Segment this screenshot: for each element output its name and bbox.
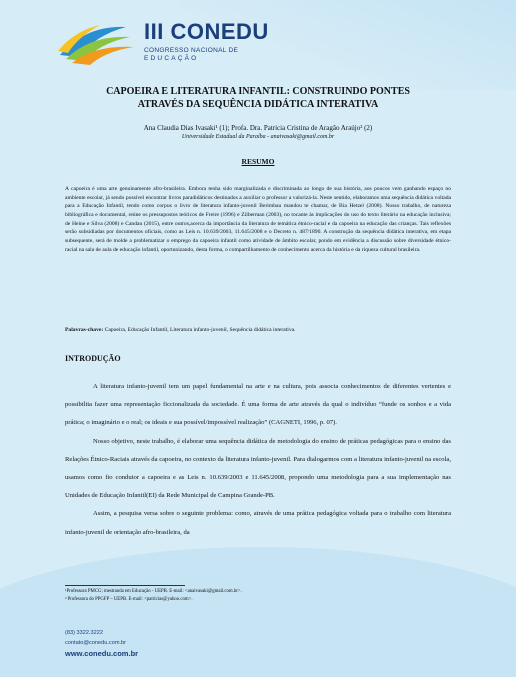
- conedu-logo-mark-icon: [56, 21, 136, 65]
- affiliation: Universidade Estadual da Paraíba - anaivasaki@gmail.com.br: [181, 134, 335, 140]
- logo-title: III CONEDU: [144, 19, 269, 44]
- footer-email[interactable]: contato@conedu.com.br: [65, 640, 127, 646]
- keywords-label: Palavras-chave:: [65, 327, 104, 333]
- conedu-logo: [56, 15, 269, 71]
- paragraph: Nosso objetivo, neste trabalho, é elaborar uma sequência didática de metodologia do ensino de práticas pedagógicas para o ensino das Relações Étnico-Raciais através da capoeira, no contexto da literatura infanto-juvenil. Para dialogarmos com a literatura infanto-juvenil na escola, usamos como fio condutor a capoeira e as Leis n. 10.639/2003 e 11.645/2008, propondo uma metodologia para a sua implementação nas Unidades de Educação Infantil(EI) da Rede Municipal de Campina Grande-PB.: [65, 437, 451, 500]
- article-title: [40, 86, 476, 111]
- keywords-list: Capoeira, Educação Infantil, Literatura infanto-juvenil, Sequência didática interativa.: [104, 327, 296, 333]
- footer-contact: [65, 628, 138, 660]
- title-line-2: ATRAVÉS DA SEQUÊNCIA DIDÁTICA INTERATIVA: [137, 98, 379, 110]
- authors: Ana Claudia Dias Ivasaki¹ (1); Profa. Dra. Patricia Cristina de Aragão Araújo² (2): [143, 124, 373, 132]
- paragraph: A literatura infanto-juvenil tem um papel fundamental na arte e na cultura, pois associa conhecimentos de diferentes vertentes e possibilita fazer uma representação ficcionalizada da sociedade. É uma forma de arte através da qual o indivíduo “funde os sonhos e a vida prática; o imaginário e o real; os ideais e sua possível/impossível realização” (CAGNETI, 1996, p. 07).: [65, 383, 451, 427]
- footnote-2: ² Professora do PPGFP – UEPB. E-mail: <patrícias@yahoo.com>.: [65, 597, 193, 602]
- footer-website[interactable]: www.conedu.com.br: [65, 649, 139, 658]
- introduction-heading: INTRODUÇÃO: [65, 354, 121, 363]
- logo-subtitle-1: CONGRESSO NACIONAL DE: [144, 47, 239, 54]
- footnotes: [65, 588, 451, 604]
- abstract-heading: RESUMO: [241, 157, 275, 166]
- logo-subtitle-2: EDUCAÇÃO: [144, 55, 199, 62]
- footnote-1: ¹Professora PMCG; mestranda em Educação - UEPB. E-mail: <anaivasaki@gmail.com.br>.: [65, 589, 242, 594]
- footnote-divider: [65, 585, 185, 586]
- keywords: [65, 326, 451, 334]
- footer-phone: (83) 3322.3222: [65, 630, 103, 636]
- abstract-text: A capoeira é uma arte genuinamente afro-brasileira. Embora tenha sido marginalizada e discriminada ao longo de sua história, aos poucos vem ganhando espaço no ambiente escolar, já sendo possível encontrar livros paradidáticos destinados a auxiliar o professor a valorizá-la. Neste sentido, elaboramos uma sequência didática voltada para a Educação Infantil, tendo como corpus o livro de literatura infanto-juvenil Berimbau mandou te chamar, de Bia Hetzel (2008). Nosso trabalho, de natureza bibliográfica e documental, reúne os pressupostos teóricos de Freire (1996) e Zilberman (2003), no tocante às implicações do uso do texto literário na educação inclusiva; de Heine e Silva (2008) e Candau (2015), entre outros,acerca da importância da literatura de temática étnico-racial e da capoeira na educação das crianças. Tais reflexões serão subsidiadas por documentos oficiais, como as Leis n. 10.639/2003, 11.645/2008 e o Decreto n. 487/1890. A construção da sequência didática interativa, em etapa subsequente, será de molde a problematizar o emprego da capoeira infantil como atividade de âmbito escolar, pondo em evidência a discussão sobre diversidade étnico-racial na sala de aula de educação infantil, oportunizando, desta forma, o compartilhamento de conhecimento acerca da história e da riqueza cultural brasileira.: [65, 186, 451, 253]
- introduction-body: [65, 378, 451, 542]
- paragraph: Assim, a pesquisa versa sobre o seguinte problema: como, através de uma prática pedagógica voltada para o trabalho com literatura infanto-juvenil de orientação afro-brasileira, da: [65, 510, 451, 536]
- title-line-1: CAPOEIRA E LITERATURA INFANTIL: CONSTRUINDO PONTES: [106, 86, 410, 97]
